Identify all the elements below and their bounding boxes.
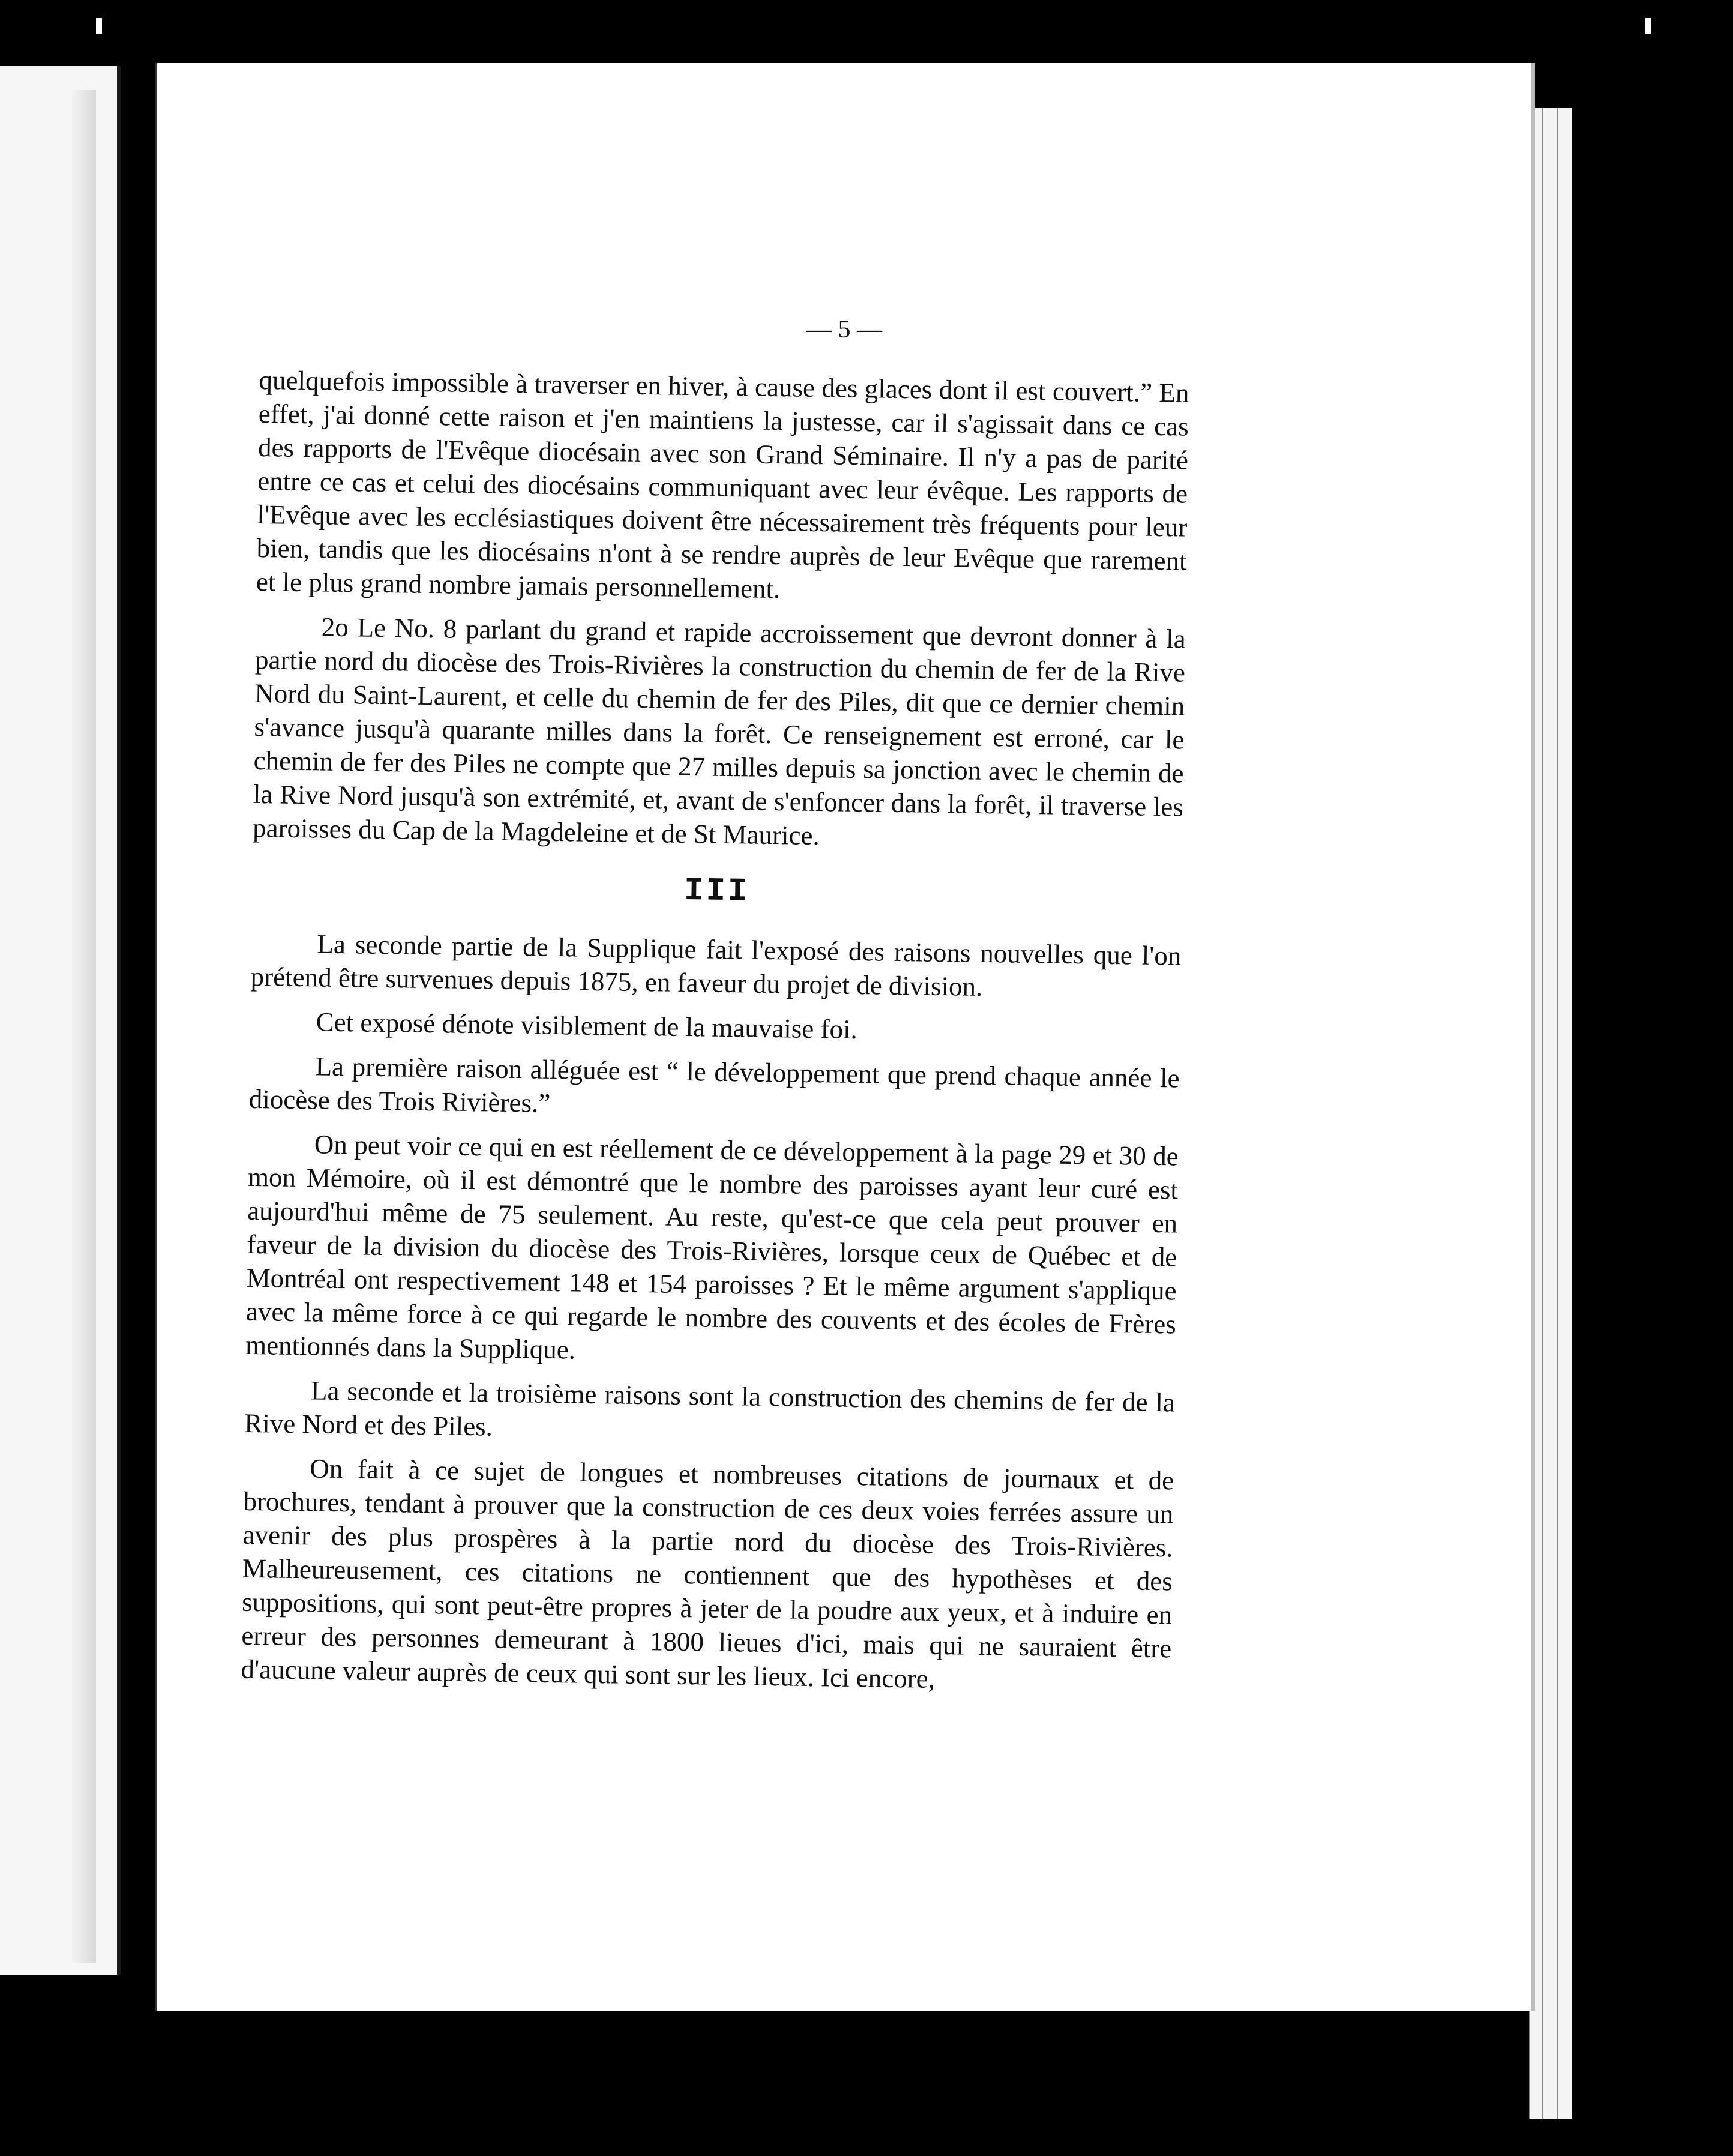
paragraph: La première raison alléguée est “ le développement que prend chaque année le diocèse des Trois Rivières.” [248, 1051, 1180, 1118]
paragraph: On peut voir ce qui en est réellement de ce développement à la page 29 et 30 de mon Mémoire, où il est démontré que le nombre des paroisses ayant leur curé est aujourd'hui même de 75 seulement. Au reste, qu'est-ce que cela peut prouver en faveur de la division du diocèse des Trois-Rivières, lorsque ceux de Québec et de Montréal ont respectivement 148 et 154 paroisses ? Et le même argument s'applique avec la même force à ce qui regarde le nombre des couvents et des écoles de Frères mentionnés dans la Supplique. [245, 1129, 1179, 1365]
paragraph: La seconde partie de la Supplique fait l'exposé des raisons nouvelles que l'on prétend être survenues depuis 1875, en faveur du projet de division. [250, 929, 1182, 1002]
document-page [155, 63, 1531, 2011]
page-stack-edge [1557, 108, 1572, 2119]
page-gutter-fold [72, 90, 96, 1963]
left-facing-page [0, 66, 121, 1975]
scan-corner-mark [96, 18, 102, 34]
paragraph: 2o Le No. 8 parlant du grand et rapide accroissement que devront donner à la partie nord du diocèse des Trois-Rivières la construction du chemin de fer de la Rive Nord du Saint-Laurent, et celle du chemin de fer des Piles, dit que ce dernier chemin s'avance jusqu'à quarante milles dans la forêt. Ce renseignement est erroné, car le chemin de fer des Piles ne compte que 27 milles depuis sa jonction avec le chemin de la Rive Nord jusqu'à son extrémité, et, avant de s'enfoncer dans la forêt, il traverse les paroisses du Cap de la Magdeleine et de St Maurice. [252, 612, 1186, 851]
page-number: — 5 — [806, 316, 882, 343]
paragraph: quelquefois impossible à traverser en hiver, à cause des glaces dont il est couvert.” En effet, j'ai donné cette raison et j'en maintiens la justesse, car il s'agissait dans ce cas des rapports de l'Evêque diocésain avec son Grand Séminaire. Il n'y a pas de parité entre ce cas et celui des diocésains communiquant avec leur évêque. Les rapports de l'Evêque avec les ecclésiastiques doivent être nécessairement très fréquents pour leur bien, tandis que les diocésains n'ont à se rendre auprès de leur Evêque que rarement et le plus grand nombre jamais personnellement. [256, 364, 1189, 604]
paragraph: On fait à ce sujet de longues et nombreuses citations de journaux et de brochures, tendant à prouver que la construction de ces deux voies ferrées assure un avenir des plus prospères à la partie nord du diocèse des Trois-Rivières. Malheureusement, ces citations ne contiennent que des hypothèses et des suppositions, qui sont peut-être propres à jeter de la poudre aux yeux, et à induire en erreur des personnes demeurant à 1800 lieues d'ici, mais qui ne sauraient être d'aucune valeur auprès de ceux qui sont sur les lieux. Ici encore, [241, 1453, 1174, 1694]
scan-corner-mark [1645, 18, 1651, 34]
paragraph: La seconde et la troisième raisons sont la construction des chemins de fer de la Rive Nord et des Piles. [244, 1375, 1176, 1442]
section-heading: III [683, 872, 750, 911]
page-stack-edge [1542, 108, 1557, 2119]
page-body [241, 363, 1189, 1709]
paragraph: Cet exposé dénote visiblement de la mauvaise foi. [316, 1007, 858, 1045]
